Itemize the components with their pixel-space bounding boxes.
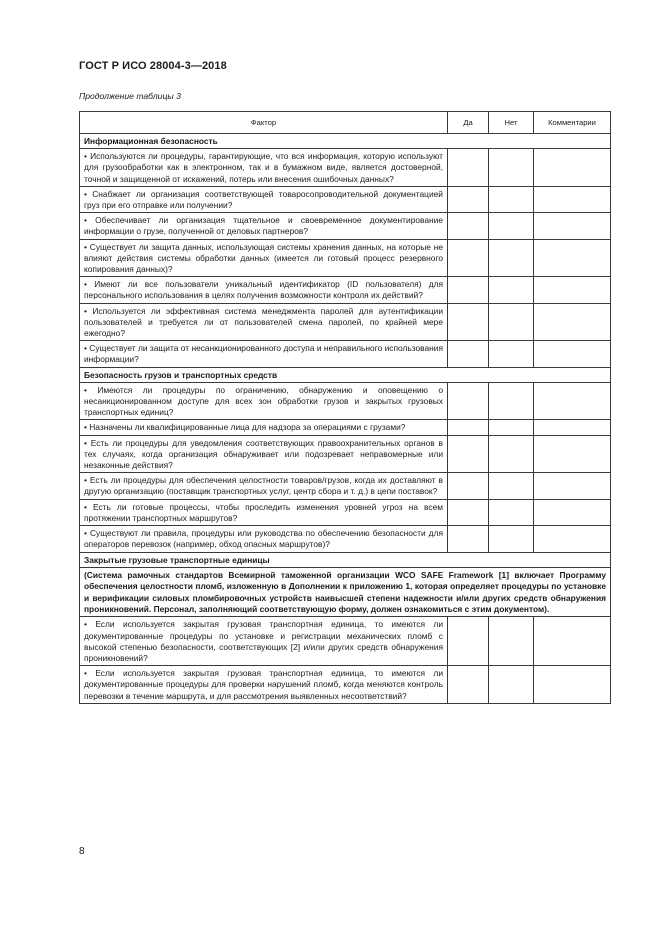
no-cell <box>489 473 534 499</box>
yes-cell <box>448 213 489 239</box>
question-text: • Имеют ли все пользователи уникальный идентификатор (ID пользователя) для персонального использования в целях получения возможности контроля их действий? <box>80 277 448 303</box>
table-row <box>80 341 611 367</box>
no-cell <box>489 149 534 187</box>
comment-cell <box>534 303 611 341</box>
comment-cell <box>534 213 611 239</box>
yes-cell <box>448 341 489 367</box>
table-row <box>80 303 611 341</box>
no-cell <box>489 499 534 525</box>
comment-cell <box>534 341 611 367</box>
question-text: • Существует ли защита от несанкционированного доступа и неправильного использования информации? <box>80 341 448 367</box>
table-row <box>80 382 611 420</box>
comment-cell <box>534 186 611 212</box>
question-text: • Есть ли готовые процессы, чтобы проследить изменения уровней угроз на всем протяжении транспортных маршрутов? <box>80 499 448 525</box>
table-caption: Продолжение таблицы 3 <box>79 91 181 101</box>
question-text: • Используются ли процедуры, гарантирующие, что вся информация, которую используют для грузообработки как в электронном, так и в бумажном виде, является достоверной, точной и защищенной от искажений, потерь или внесения ошибочных данных? <box>80 149 448 187</box>
section-row <box>80 367 611 382</box>
table-row <box>80 617 611 666</box>
table-row <box>80 213 611 239</box>
question-text: • Имеются ли процедуры по ограничению, обнаружению и оповещению о несанкционированном доступе для всех зон обработки грузов и закрытых грузовых транспортных единиц? <box>80 382 448 420</box>
question-text: • Существует ли защита данных, использующая системы хранения данных, на которые не влияют действия системы обработки данных (имеется ли готовый процесс резервного копирования данных)? <box>80 239 448 277</box>
no-cell <box>489 420 534 435</box>
question-text: • Если используется закрытая грузовая транспортная единица, то имеются ли документированные процедуры по установке и регистрации механических пломб с высокой степенью безопасности, соответствующих [2] и/или других средств обнаружения проникновений? <box>80 617 448 666</box>
section-note: (Система рамочных стандартов Всемирной таможенной организации WCO SAFE Framework [1] включает Программу обеспечения целостности пломб, изложенную в Дополнении к приложению 1, которая определяет процедуры по установке и верификации силовых пломбировочных устройств наивысшей степени надежности и/или других средств обнаружения проникновений. Персонал, заполняющий соответствующую форму, должен ознакомиться с этим документом). <box>80 567 611 617</box>
yes-cell <box>448 277 489 303</box>
no-cell <box>489 277 534 303</box>
page-number: 8 <box>79 846 85 857</box>
comment-cell <box>534 149 611 187</box>
comment-cell <box>534 617 611 666</box>
section-row <box>80 134 611 149</box>
comment-cell <box>534 499 611 525</box>
question-text: • Используется ли эффективная система менеджмента паролей для аутентификации пользователей и требуется ли от пользователей смена паролей, по крайней мере ежегодно? <box>80 303 448 341</box>
table-row <box>80 239 611 277</box>
yes-cell <box>448 473 489 499</box>
no-cell <box>489 213 534 239</box>
comment-cell <box>534 473 611 499</box>
question-text: • Снабжает ли организация соответствующей товаросопроводительной документацией груз при его отправке или получении? <box>80 186 448 212</box>
document-header: ГОСТ Р ИСО 28004-3—2018 <box>79 60 227 72</box>
question-text: • Обеспечивает ли организация тщательное и своевременное документирование информации о грузе, полученной от деловых партнеров? <box>80 213 448 239</box>
no-cell <box>489 666 534 704</box>
column-header-factor: Фактор <box>80 112 448 134</box>
yes-cell <box>448 149 489 187</box>
question-text: • Если используется закрытая грузовая транспортная единица, то имеются ли документированные процедуры для проверки нарушений пломб, когда меняются контроль перевозки в течение маршрута, и для рассмотрения выявленных несоответствий? <box>80 666 448 704</box>
table-row <box>80 499 611 525</box>
no-cell <box>489 239 534 277</box>
column-header-no: Нет <box>489 112 534 134</box>
comment-cell <box>534 435 611 473</box>
table-header-row <box>80 112 611 134</box>
comment-cell <box>534 526 611 552</box>
no-cell <box>489 186 534 212</box>
comment-cell <box>534 420 611 435</box>
comment-cell <box>534 666 611 704</box>
yes-cell <box>448 526 489 552</box>
section-title-closed-cargo-units: Закрытые грузовые транспортные единицы <box>80 552 611 567</box>
no-cell <box>489 617 534 666</box>
section-note-row <box>80 567 611 617</box>
section-title-cargo-security: Безопасность грузов и транспортных средств <box>80 367 611 382</box>
no-cell <box>489 435 534 473</box>
no-cell <box>489 526 534 552</box>
yes-cell <box>448 499 489 525</box>
question-text: • Есть ли процедуры для уведомления соответствующих правоохранительных органов в тех случаях, когда организация обнаруживает или подозревает неправомерные или незаконные действия? <box>80 435 448 473</box>
comment-cell <box>534 277 611 303</box>
table-row <box>80 420 611 435</box>
table-row <box>80 526 611 552</box>
comment-cell <box>534 239 611 277</box>
table-row <box>80 186 611 212</box>
no-cell <box>489 382 534 420</box>
table-row <box>80 277 611 303</box>
question-text: • Назначены ли квалифицированные лица для надзора за операциями с грузами? <box>80 420 448 435</box>
yes-cell <box>448 435 489 473</box>
table-row <box>80 473 611 499</box>
no-cell <box>489 341 534 367</box>
yes-cell <box>448 617 489 666</box>
table-row <box>80 666 611 704</box>
comment-cell <box>534 382 611 420</box>
table-row <box>80 149 611 187</box>
column-header-comments: Комментарии <box>534 112 611 134</box>
yes-cell <box>448 666 489 704</box>
question-text: • Есть ли процедуры для обеспечения целостности товаров/грузов, когда их доставляют в другую организацию (поставщик транспортных услуг, центр сбора и т. д.) в цепи поставок? <box>80 473 448 499</box>
section-title-information-security: Информационная безопасность <box>80 134 611 149</box>
yes-cell <box>448 303 489 341</box>
no-cell <box>489 303 534 341</box>
yes-cell <box>448 382 489 420</box>
table-row <box>80 435 611 473</box>
yes-cell <box>448 186 489 212</box>
yes-cell <box>448 239 489 277</box>
column-header-yes: Да <box>448 112 489 134</box>
question-text: • Существуют ли правила, процедуры или руководства по обеспечению безопасности для операторов перевозок (например, обход опасных маршрутов)? <box>80 526 448 552</box>
checklist-table <box>79 111 611 704</box>
section-row <box>80 552 611 567</box>
yes-cell <box>448 420 489 435</box>
